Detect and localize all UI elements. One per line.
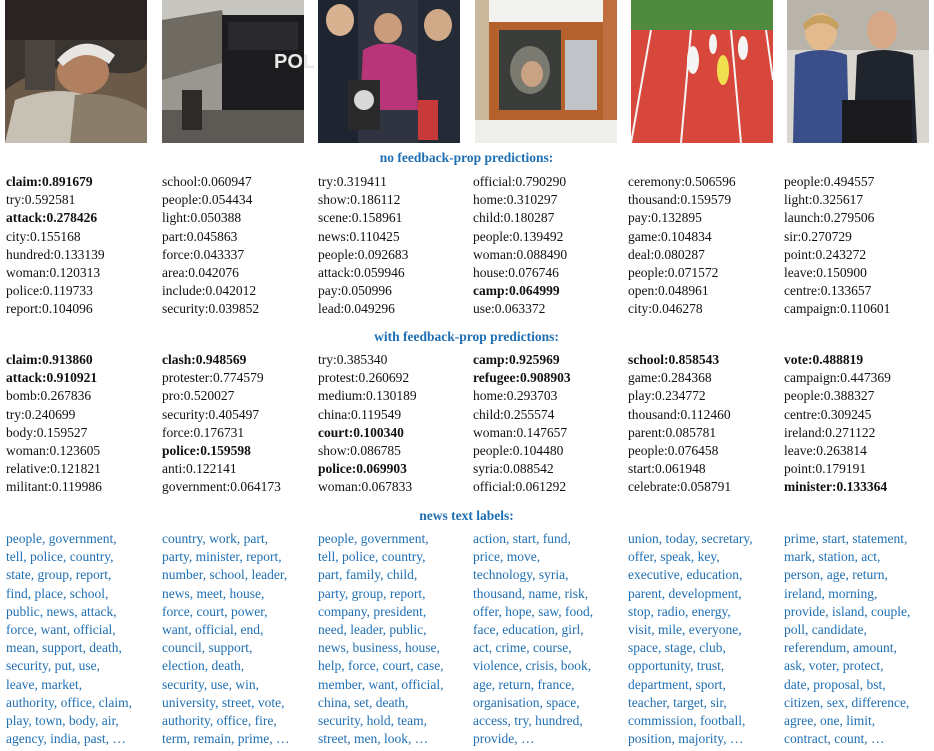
news-label-line: offer, hope, saw, food, [473, 603, 594, 619]
prediction-item: try:0.592581 [6, 192, 76, 208]
voting-image [787, 0, 929, 143]
photo-injured-man [5, 0, 147, 143]
news-label-line: university, street, vote, [162, 694, 285, 710]
prediction-item: official:0.061292 [473, 479, 567, 495]
news-label-line: tell, police, country, [318, 549, 426, 565]
news-label-line: action, start, fund, [473, 531, 571, 546]
news-label-line: party, group, report, [318, 585, 426, 601]
prediction-item: game:0.104834 [628, 228, 712, 244]
no-feedback-column-5 [628, 173, 778, 319]
prediction-item: militant:0.119986 [6, 479, 102, 495]
news-label-line: citizen, sex, difference, [784, 694, 910, 710]
photo-row [0, 0, 933, 143]
prediction-item: camp:0.064999 [473, 283, 560, 299]
prediction-item: scene:0.158961 [318, 210, 403, 226]
news-label-line: provide, island, couple, [784, 603, 911, 619]
prediction-item: point:0.179191 [784, 461, 867, 477]
prediction-item: woman:0.120313 [6, 265, 101, 281]
news-label-line: country, work, part, [162, 531, 268, 546]
news-label-line: leave, market, [6, 676, 83, 692]
prediction-item: use:0.063372 [473, 301, 546, 317]
prediction-item: government:0.064173 [162, 479, 281, 495]
prediction-item: relative:0.121821 [6, 461, 101, 477]
news-label-line: help, force, court, case, [318, 658, 444, 674]
prediction-item: try:0.385340 [318, 352, 388, 367]
prediction-item: woman:0.067833 [318, 479, 413, 495]
prediction-item: start:0.061948 [628, 461, 706, 477]
no-feedback-title: no feedback-prop predictions: [379, 150, 554, 165]
news-label-line: face, education, girl, [473, 622, 584, 638]
prediction-item: play:0.234772 [628, 388, 706, 404]
prediction-item: pro:0.520027 [162, 388, 235, 404]
news-label-line: mean, support, death, [6, 640, 122, 656]
prediction-item: show:0.086785 [318, 443, 401, 459]
news-label-line: state, group, report, [6, 567, 112, 583]
prediction-item: protest:0.260692 [318, 370, 410, 386]
prediction-item: police:0.159598 [162, 443, 251, 459]
prediction-item: people:0.092683 [318, 246, 409, 262]
prediction-item: woman:0.147657 [473, 424, 568, 440]
news-label-line: offer, speak, key, [628, 549, 720, 565]
prediction-item: woman:0.088490 [473, 246, 568, 262]
news-label-line: space, stage, club, [628, 640, 726, 656]
police-vehicle-image [162, 0, 316, 143]
prediction-item: deal:0.080287 [628, 246, 705, 262]
news-labels-column-5 [628, 530, 778, 748]
prediction-item: medium:0.130189 [318, 388, 417, 404]
prediction-item: city:0.155168 [6, 228, 81, 244]
news-label-line: technology, syria, [473, 567, 569, 583]
news-label-line: teacher, target, sir, [628, 694, 727, 710]
news-label-line: public, news, attack, [6, 603, 117, 619]
prediction-item: clash:0.948569 [162, 352, 247, 367]
news-label-line: council, support, [162, 640, 253, 656]
photo-police-vehicle [162, 0, 316, 143]
prediction-item: refugee:0.908903 [473, 370, 571, 386]
news-label-line: ask, voter, protect, [784, 658, 884, 674]
news-label-line: age, return, france, [473, 676, 575, 692]
news-label-line: part, family, child, [318, 567, 418, 583]
vehicle-sign-text: POL [274, 51, 316, 73]
news-label-line: access, try, hundred, [473, 713, 583, 729]
prediction-item: official:0.790290 [473, 174, 567, 189]
prediction-item: celebrate:0.058791 [628, 479, 732, 495]
news-label-line: agency, india, past, … [6, 731, 126, 747]
news-label-line: force, court, power, [162, 603, 268, 619]
news-label-line: news, meet, house, [162, 585, 265, 601]
news-label-line: mark, station, act, [784, 549, 881, 565]
prediction-item: people:0.139492 [473, 228, 564, 244]
news-label-line: visit, mile, everyone, [628, 622, 742, 638]
photo-children-running [631, 0, 773, 143]
prediction-item: home:0.310297 [473, 192, 558, 208]
prediction-item: camp:0.925969 [473, 352, 560, 367]
news-label-line: organisation, space, [473, 694, 580, 710]
prediction-item: parent:0.085781 [628, 424, 717, 440]
prediction-item: anti:0.122141 [162, 461, 237, 477]
prediction-item: body:0.159527 [6, 424, 88, 440]
news-label-line: stop, radio, energy, [628, 603, 731, 619]
prediction-item: woman:0.123605 [6, 443, 101, 459]
prediction-item: try:0.319411 [318, 174, 387, 189]
news-label-line: authority, office, fire, [162, 713, 277, 729]
prediction-item: launch:0.279506 [784, 210, 875, 226]
news-label-line: security, hold, team, [318, 713, 427, 729]
prediction-item: centre:0.309245 [784, 406, 872, 422]
prediction-item: child:0.180287 [473, 210, 555, 226]
prediction-item: security:0.405497 [162, 406, 260, 422]
news-label-line: contract, count, … [784, 731, 885, 747]
news-label-line: prime, start, statement, [784, 531, 908, 546]
prediction-item: light:0.050388 [162, 210, 242, 226]
news-label-line: poll, candidate, [784, 622, 867, 638]
news-label-line: number, school, leader, [162, 567, 288, 583]
with-feedback-title: with feedback-prop predictions: [374, 329, 559, 344]
news-label-line: news, business, house, [318, 640, 440, 656]
injured-man-image [5, 0, 147, 143]
news-labels-column-4 [473, 530, 623, 748]
prediction-item: news:0.110425 [318, 228, 400, 244]
news-label-line: street, men, look, … [318, 731, 429, 747]
prediction-item: ireland:0.271122 [784, 424, 876, 440]
prediction-item: sir:0.270729 [784, 228, 852, 244]
prediction-item: city:0.046278 [628, 301, 703, 317]
news-label-line: people, government, [6, 531, 117, 546]
news-label-line: china, set, death, [318, 694, 409, 710]
news-label-line: ireland, morning, [784, 585, 878, 601]
prediction-item: thousand:0.112460 [628, 406, 731, 422]
news-label-line: position, majority, … [628, 731, 744, 747]
prediction-item: home:0.293703 [473, 388, 558, 404]
prediction-item: people:0.071572 [628, 265, 719, 281]
news-label-line: date, proposal, bst, [784, 676, 886, 692]
prediction-item: court:0.100340 [318, 424, 404, 440]
no-feedback-column-3 [318, 173, 468, 319]
prediction-item: game:0.284368 [628, 370, 712, 386]
prediction-item: child:0.255574 [473, 406, 555, 422]
prediction-item: security:0.039852 [162, 301, 260, 317]
with-feedback-column-4 [473, 351, 623, 497]
prediction-item: people:0.104480 [473, 443, 564, 459]
prediction-item: show:0.186112 [318, 192, 401, 208]
prediction-item: light:0.325617 [784, 192, 864, 208]
news-label-line: party, minister, report, [162, 549, 282, 565]
crowd-police-image [318, 0, 460, 143]
prediction-item: police:0.119733 [6, 283, 93, 299]
prediction-item: include:0.042012 [162, 283, 257, 299]
prediction-item: hundred:0.133139 [6, 246, 105, 262]
news-label-line: people, government, [318, 531, 429, 546]
prediction-item: school:0.060947 [162, 174, 252, 189]
prediction-item: school:0.858543 [628, 352, 720, 367]
photo-crowd-police [318, 0, 460, 143]
news-label-line: tell, police, country, [6, 549, 114, 565]
prediction-item: attack:0.910921 [6, 370, 98, 386]
with-feedback-column-1 [6, 351, 156, 497]
news-label-line: executive, education, [628, 567, 743, 583]
prediction-item: lead:0.049296 [318, 301, 395, 317]
news-label-line: member, want, official, [318, 676, 444, 692]
prediction-item: leave:0.263814 [784, 443, 867, 459]
prediction-item: point:0.243272 [784, 246, 867, 262]
prediction-item: force:0.176731 [162, 424, 245, 440]
prediction-item: vote:0.488819 [784, 352, 864, 367]
prediction-item: campaign:0.447369 [784, 370, 891, 386]
prediction-item: try:0.240699 [6, 406, 76, 422]
prediction-item: bomb:0.267836 [6, 388, 92, 404]
news-label-line: need, leader, public, [318, 622, 427, 638]
news-label-line: term, remain, prime, … [162, 731, 290, 747]
prediction-item: protester:0.774579 [162, 370, 264, 386]
news-label-line: provide, … [473, 731, 535, 747]
prediction-item: attack:0.059946 [318, 265, 405, 281]
prediction-item: syria:0.088542 [473, 461, 554, 477]
news-labels-column-3 [318, 530, 468, 748]
prediction-item: minister:0.133364 [784, 479, 888, 495]
news-label-line: person, age, return, [784, 567, 888, 583]
prediction-item: ceremony:0.506596 [628, 174, 736, 189]
prediction-item: centre:0.133657 [784, 283, 872, 299]
news-label-line: play, town, body, air, [6, 713, 119, 729]
photo-voting [787, 0, 929, 143]
news-label-line: union, today, secretary, [628, 531, 753, 546]
prediction-item: thousand:0.159579 [628, 192, 732, 208]
prediction-item: force:0.043337 [162, 246, 245, 262]
news-label-line: act, crime, course, [473, 640, 572, 656]
prediction-item: people:0.494557 [784, 174, 875, 189]
prediction-item: people:0.388327 [784, 388, 875, 404]
news-label-line: referendum, amount, [784, 640, 897, 656]
no-feedback-column-6 [784, 173, 934, 319]
child-window-image [475, 0, 617, 143]
news-label-line: election, death, [162, 658, 245, 674]
with-feedback-column-2 [162, 351, 312, 497]
prediction-item: people:0.054434 [162, 192, 253, 208]
with-feedback-column-5 [628, 351, 778, 497]
news-label-line: parent, development, [628, 585, 742, 601]
children-running-image [631, 0, 773, 143]
news-label-line: security, put, use, [6, 658, 100, 674]
prediction-item: report:0.104096 [6, 301, 93, 317]
news-labels-column-1 [6, 530, 156, 748]
prediction-item: area:0.042076 [162, 265, 239, 281]
with-feedback-column-3 [318, 351, 468, 497]
prediction-item: house:0.076746 [473, 265, 559, 281]
prediction-item: attack:0.278426 [6, 210, 98, 226]
news-labels-column-6 [784, 530, 934, 748]
news-labels-column-2 [162, 530, 312, 748]
news-label-line: department, sport, [628, 676, 726, 692]
prediction-item: part:0.045863 [162, 228, 238, 244]
prediction-item: leave:0.150900 [784, 265, 867, 281]
no-feedback-column-2 [162, 173, 312, 319]
prediction-item: claim:0.891679 [6, 174, 93, 189]
news-label-line: thousand, name, risk, [473, 585, 589, 601]
news-label-line: force, want, official, [6, 622, 116, 638]
prediction-item: open:0.048961 [628, 283, 709, 299]
news-label-line: price, move, [473, 549, 541, 565]
no-feedback-column-4 [473, 173, 623, 319]
prediction-item: police:0.069903 [318, 461, 407, 477]
prediction-item: pay:0.050996 [318, 283, 392, 299]
with-feedback-column-6 [784, 351, 934, 497]
prediction-item: claim:0.913860 [6, 352, 93, 367]
news-label-line: security, use, win, [162, 676, 259, 692]
news-label-line: violence, crisis, book, [473, 658, 592, 674]
prediction-item: china:0.119549 [318, 406, 402, 422]
news-label-line: authority, office, claim, [6, 694, 132, 710]
news-label-line: opportunity, trust, [628, 658, 725, 674]
prediction-item: pay:0.132895 [628, 210, 702, 226]
news-label-line: find, place, school, [6, 585, 109, 601]
news-labels-title: news text labels: [419, 508, 514, 523]
prediction-item: campaign:0.110601 [784, 301, 891, 317]
news-label-line: commission, football, [628, 713, 746, 729]
news-label-line: want, official, end, [162, 622, 264, 638]
prediction-item: people:0.076458 [628, 443, 719, 459]
news-label-line: agree, one, limit, [784, 713, 876, 729]
no-feedback-column-1 [6, 173, 156, 319]
photo-child-window [475, 0, 617, 143]
news-label-line: company, president, [318, 603, 427, 619]
